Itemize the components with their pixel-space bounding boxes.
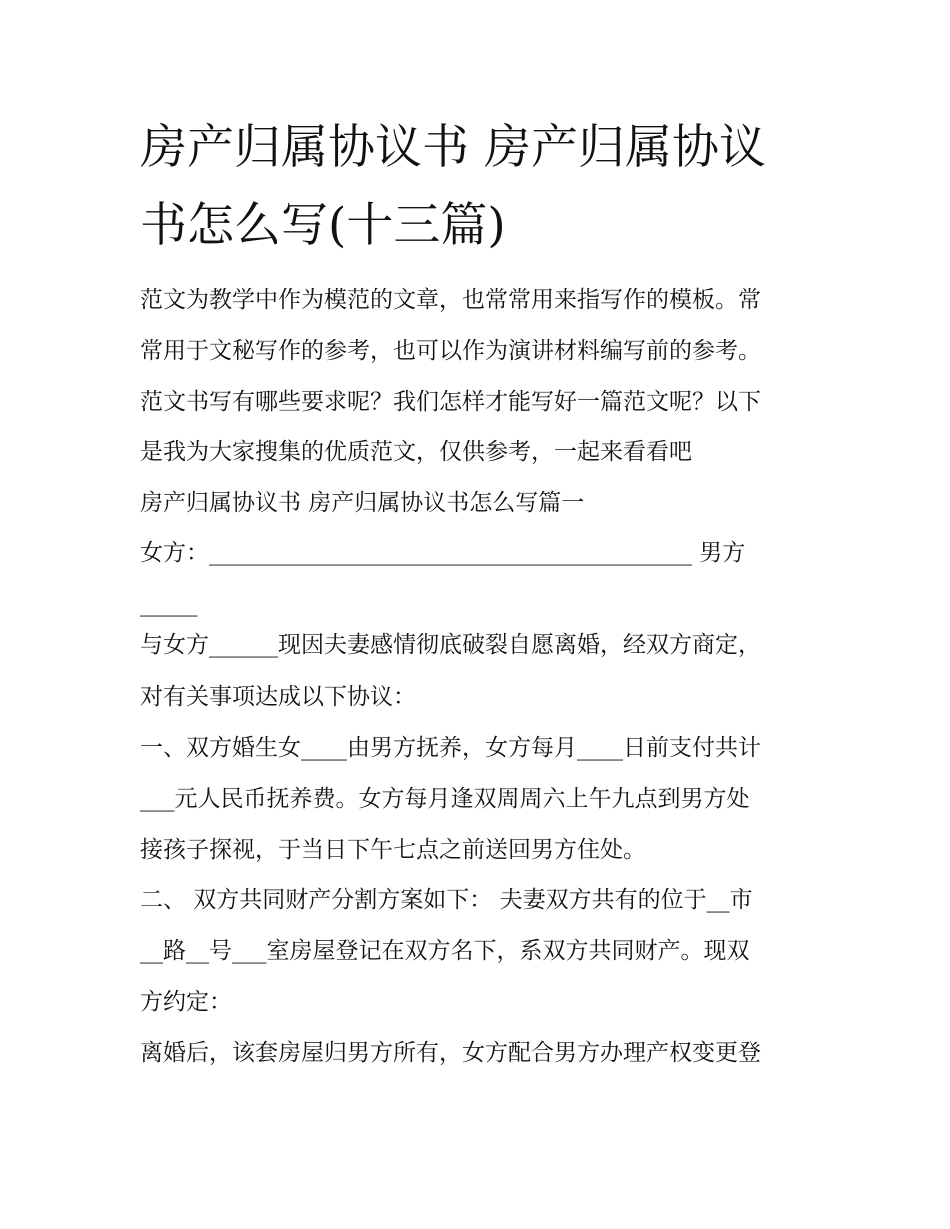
body-text-line: ___元人民币抚养费。女方每月逢双周周六上午九点到男方处 — [140, 786, 750, 812]
body-text-line: 对有关事项达成以下协议： — [140, 684, 416, 710]
document-title-line-2: 书怎么写(十三篇) — [140, 198, 506, 253]
body-text-line: 方约定： — [140, 989, 232, 1015]
body-text-line: 与女方______现因夫妻感情彻底破裂自愿离婚，经双方商定， — [140, 632, 761, 658]
body-text-line: 接孩子探视，于当日下午七点之前送回男方住处。 — [140, 837, 646, 863]
body-text-line: 一、双方婚生女____由男方抚养，女方每月____日前支付共计 — [140, 735, 761, 761]
document-title-line-1: 房产归属协议书 房产归属协议 — [140, 120, 766, 175]
body-text-line: 离婚后，该套房屋归男方所有，女方配合男方办理产权变更登 — [140, 1040, 761, 1066]
body-text-line: 范文为教学中作为模范的文章，也常常用来指写作的模板。常 — [140, 287, 761, 313]
body-text-line: 是我为大家搜集的优质范文，仅供参考，一起来看看吧 — [140, 439, 692, 465]
body-text-line: 二、 双方共同财产分割方案如下： 夫妻双方共有的位于__市 — [140, 887, 753, 913]
section-heading: 房产归属协议书 房产归属协议书怎么写篇一 — [140, 490, 585, 516]
body-text-line: 女方：__________________________________________ 男方 — [140, 540, 746, 566]
body-text-line: __路__号___室房屋登记在双方名下，系双方共同财产。现双 — [140, 938, 750, 964]
body-text-line: 范文书写有哪些要求呢？我们怎样才能写好一篇范文呢？以下 — [140, 389, 761, 415]
body-text-line: _____ — [140, 591, 198, 617]
body-text-line: 常用于文秘写作的参考，也可以作为演讲材料编写前的参考。 — [140, 338, 761, 364]
